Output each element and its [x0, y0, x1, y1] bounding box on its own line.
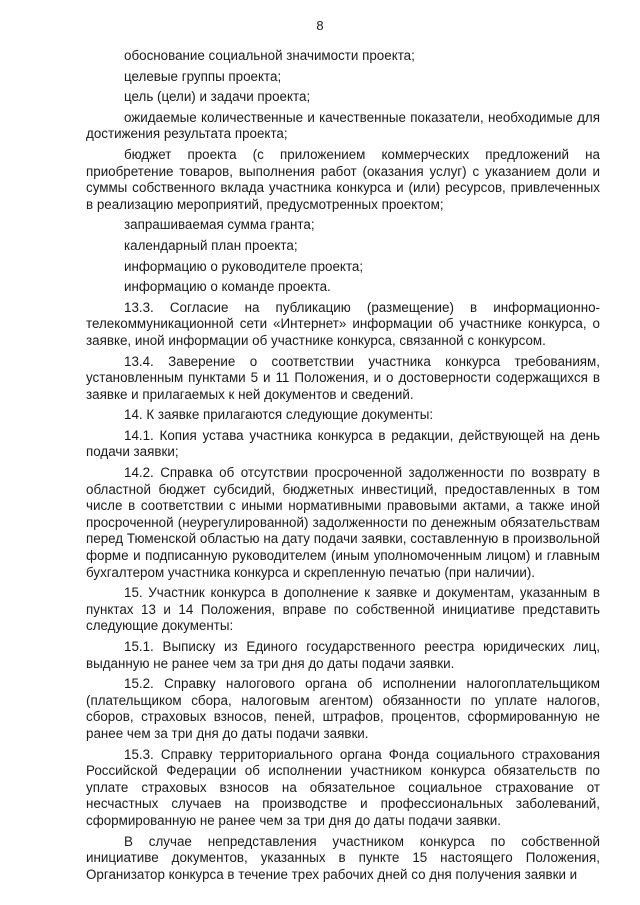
paragraph-14-2: 14.2. Справка об отсутствии просроченной задолженности по возврату в областной бюджет субсидий, бюджетных инвестиций, предоставленных в том числе в соответствии с иными нормативными правовыми актами, а также иной просроченной (неурегулированной) задолженности по денежным обязательствам перед Тюменской областью на дату подачи заявки, составленную в произвольной форме и подписанную руководителем (иным уполномоченным лицом) и главным бухгалтером участника конкурса и скрепленную печатью (при наличии).	[86, 465, 600, 580]
paragraph-14: 14. К заявке прилагаются следующие документы:	[124, 407, 434, 423]
paragraph-14-1: 14.1. Копия устава участника конкурса в редакции, действующей на день подачи заявки;	[86, 427, 600, 460]
list-item-calendar-plan: календарный план проекта;	[124, 237, 298, 253]
page-number: 8	[316, 18, 324, 33]
paragraph-15: 15. Участник конкурса в дополнение к заявке и документам, указанным в пунктах 13 и 14 Положения, вправе по собственной инициативе представить следующие документы:	[86, 585, 600, 634]
list-item-goals: цель (цели) и задачи проекта;	[124, 89, 311, 105]
paragraph-15-3: 15.3. Справку территориального органа Фонда социального страхования Российской Федерации об исполнении участником конкурса обязательств по уплате страховых взносов на обязательное социальное страхование от несчастных случаев на производстве и профессиональных заболеваний, сформированную не ранее чем за три дня до даты подачи заявки.	[86, 746, 600, 828]
paragraph-15-1: 15.1. Выписку из Единого государственного реестра юридических лиц, выданную не ранее чем за три дня до даты подачи заявки.	[86, 639, 600, 671]
list-item-project-team: информацию о команде проекта.	[124, 279, 331, 295]
list-item-project-manager: информацию о руководителе проекта;	[124, 258, 364, 274]
paragraph-15-2: 15.2. Справку налогового органа об исполнении налогоплательщиком (плательщиком сбора, налоговым агентом) обязанности по уплате налогов, сборов, страховых взносов, пеней, штрафов, процентов, сформированную не ранее чем за три дня до даты подачи заявки.	[86, 676, 600, 741]
document-body	[86, 48, 600, 887]
list-item-grant-amount: запрашиваемая сумма гранта;	[124, 217, 315, 233]
list-item-social-significance: обоснование социальной значимости проекта;	[124, 48, 415, 63]
paragraph-13-3: 13.3. Согласие на публикацию (размещение) в информационно-телекоммуникационной сети «Интернет» информации об участнике конкурса, о заявке, иной информации об участнике конкурса, связанной с конкурсом.	[86, 299, 600, 348]
list-item-target-groups: целевые группы проекта;	[124, 68, 282, 84]
paragraph-non-submission: В случае непредставления участником конкурса по собственной инициативе документов, указанных в пункте 15 настоящего Положения, Организатор конкурса в течение трех рабочих дней со дня получения заявки и	[86, 833, 600, 882]
paragraph-13-4: 13.4. Заверение о соответствии участника конкурса требованиям, установленным пунктами 5 и 11 Положения, и о достоверности содержащихся в заявке и прилагаемых к ней документов и сведений.	[86, 353, 600, 402]
list-item-indicators: ожидаемые количественные и качественные показатели, необходимые для достижения результата проекта;	[86, 109, 600, 142]
list-item-budget: бюджет проекта (с приложением коммерческих предложений на приобретение товаров, выполнения работ (оказания услуг) с указанием доли и суммы собственного вклада участника конкурса и (или) ресурсов, привлеченных в реализацию мероприятий, предусмотренных проектом;	[86, 146, 600, 212]
